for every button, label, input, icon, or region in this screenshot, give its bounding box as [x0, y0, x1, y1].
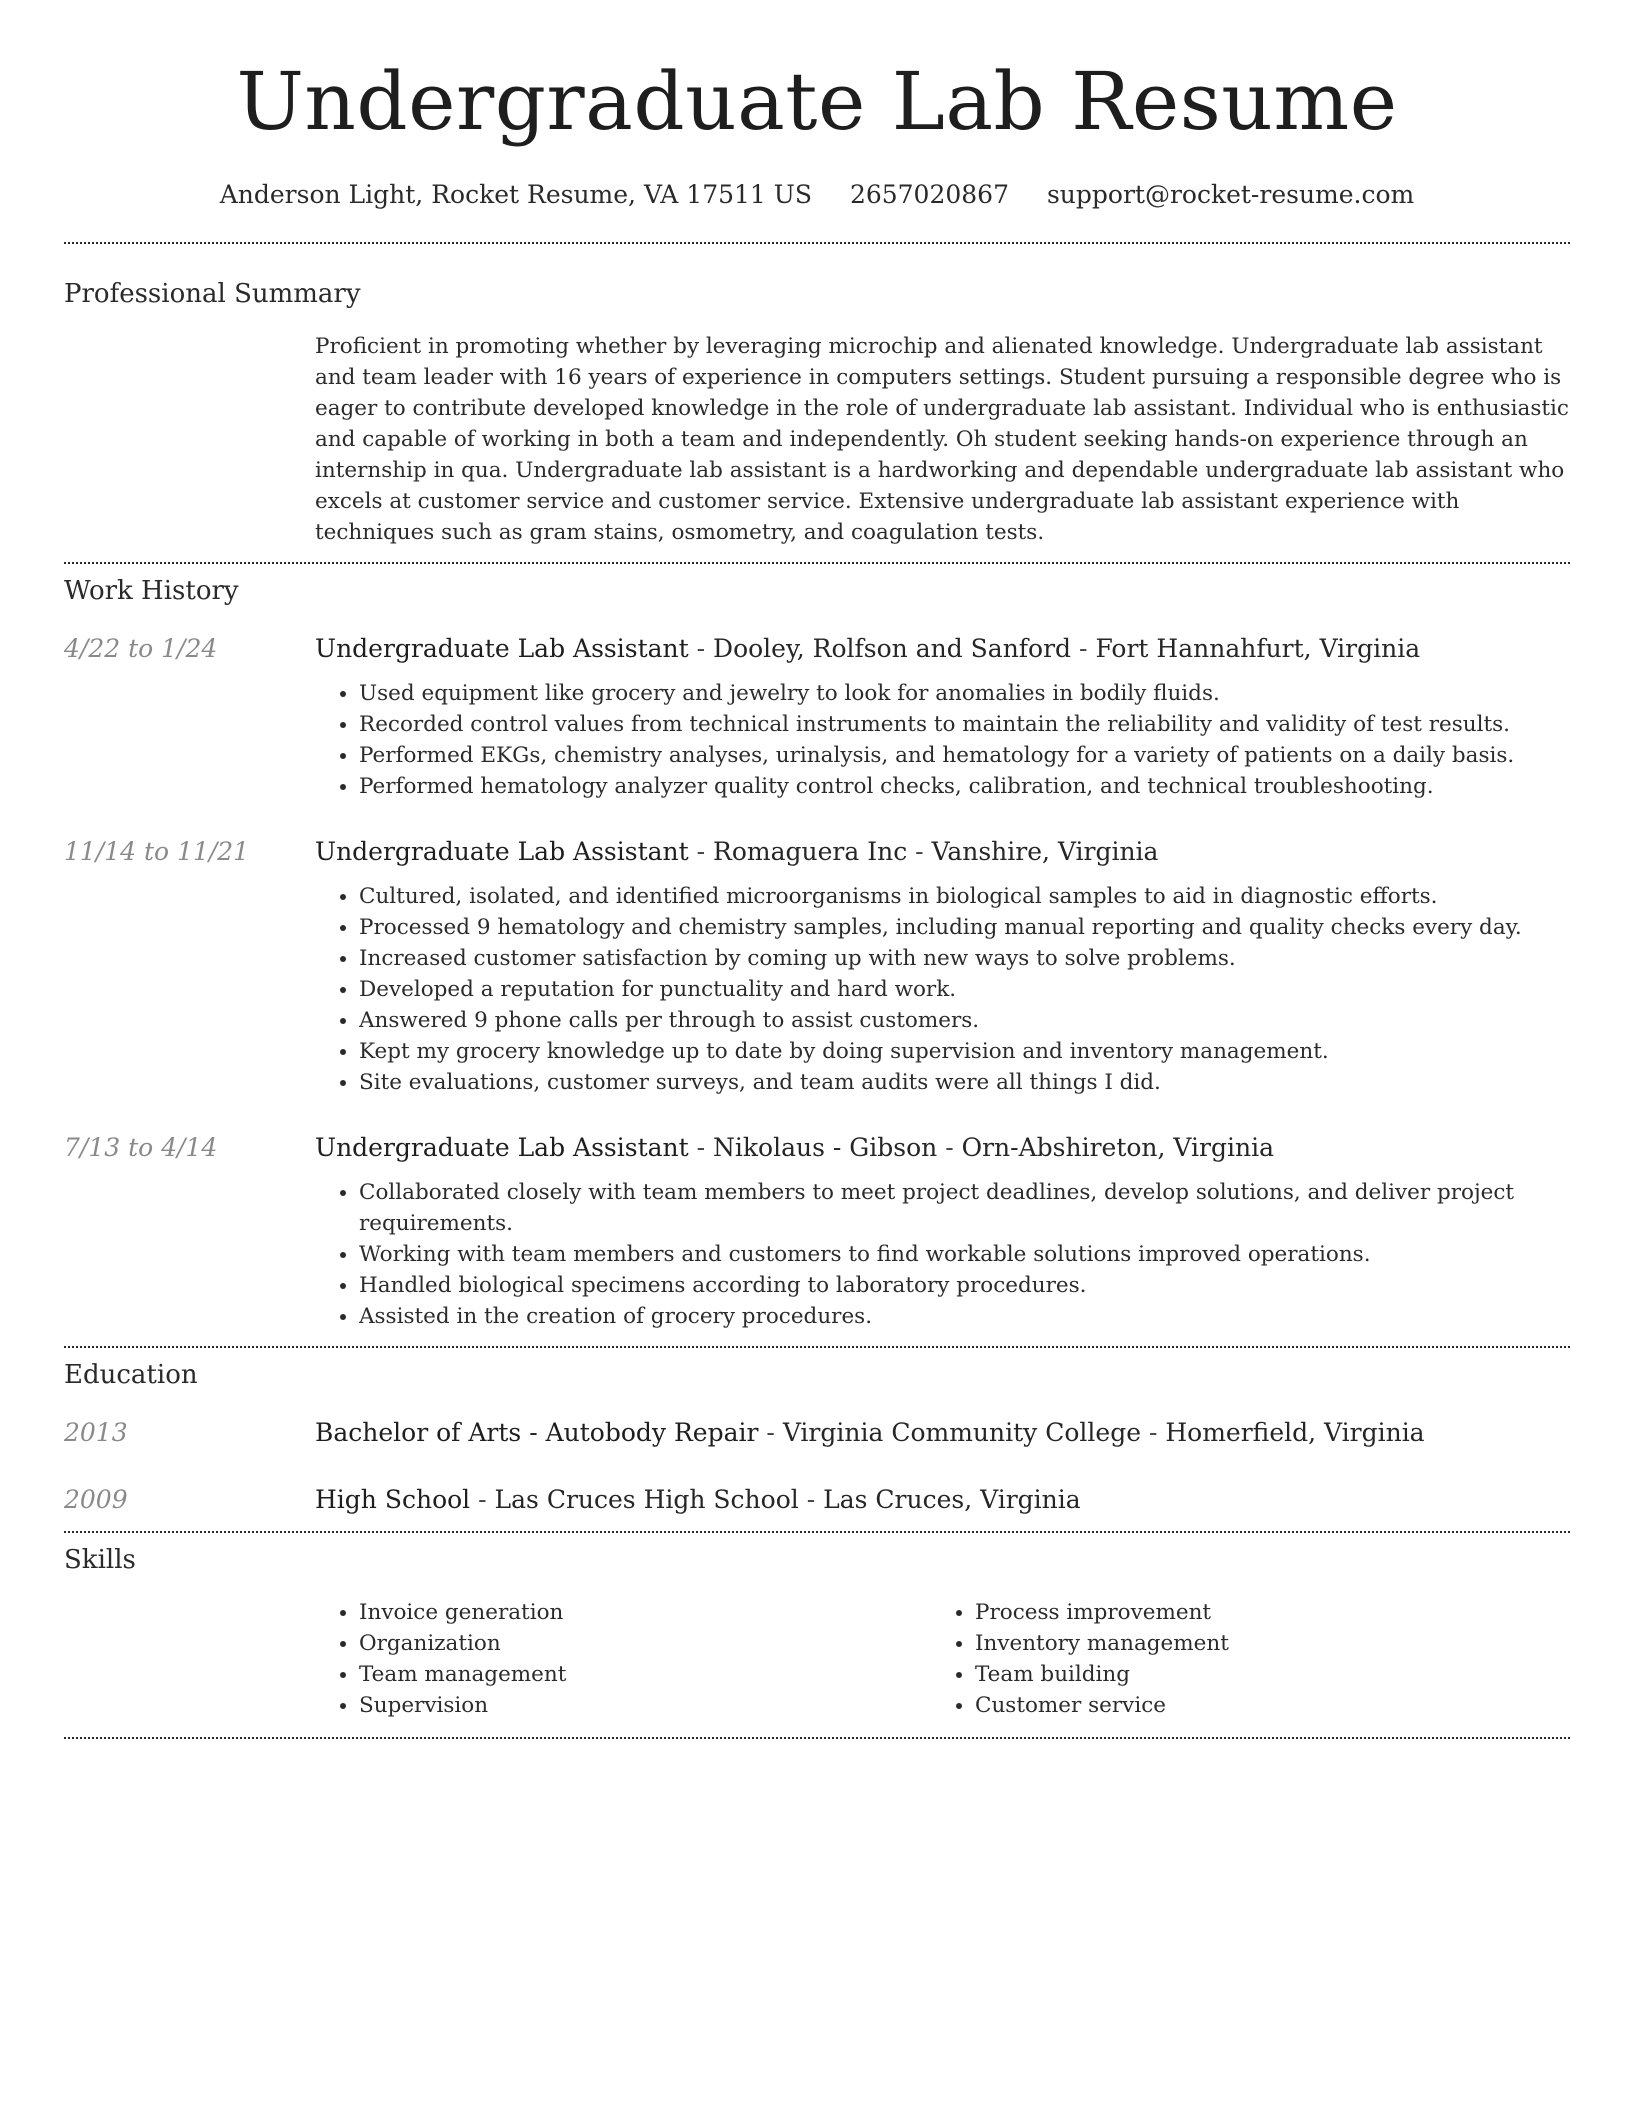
skills-column-left [315, 1597, 931, 1721]
job-bullet: • Processed 9 hematology and chemistry samples, including manual reporting and quality checks every day. [359, 912, 1570, 943]
job-title: Undergraduate Lab Assistant [315, 634, 689, 663]
education-school: Virginia Community College [782, 1418, 1141, 1447]
skills-list-right [931, 1597, 1547, 1721]
education-header: Bachelor of Arts - Autobody Repair - Virginia Community College - Homerfield, Virginia [315, 1418, 1425, 1447]
education-header: High School - Las Cruces High School - Las Cruces, Virginia [315, 1485, 1081, 1514]
education-entry [64, 1483, 1570, 1517]
summary-section [64, 244, 1570, 548]
education-year: 2013 [64, 1418, 128, 1447]
contact-line [64, 178, 1570, 212]
skill-item: • Organization [359, 1628, 931, 1659]
job-location: Fort Hannahfurt, Virginia [1095, 634, 1421, 663]
job-bullet: • Used equipment like grocery and jewelry to look for anomalies in bodily fluids. [359, 678, 1570, 709]
job-bullets [315, 1177, 1570, 1332]
skill-item: • Inventory management [975, 1628, 1547, 1659]
skill-item: • Supervision [359, 1690, 931, 1721]
skill-item: • Team management [359, 1659, 931, 1690]
job-entry [64, 835, 1570, 1098]
job-header: Undergraduate Lab Assistant - Dooley, Rolfson and Sanford - Fort Hannahfurt, Virginia [315, 634, 1421, 663]
education-degree: High School [315, 1485, 471, 1514]
job-bullet: • Increased customer satisfaction by coming up with new ways to solve problems. [359, 943, 1570, 974]
job-bullet: • Kept my grocery knowledge up to date by doing supervision and inventory management. [359, 1036, 1570, 1067]
education-entry [64, 1416, 1570, 1450]
job-entry [64, 632, 1570, 802]
summary-heading: Professional Summary [64, 279, 361, 309]
job-company: Nikolaus - Gibson [713, 1133, 938, 1162]
education-school: Las Cruces High School [494, 1485, 799, 1514]
job-location: Orn-Abshireton, Virginia [961, 1133, 1274, 1162]
job-dates: 11/14 to 11/21 [64, 837, 250, 866]
job-bullets [315, 678, 1570, 802]
job-header: Undergraduate Lab Assistant - Romaguera Inc - Vanshire, Virginia [315, 837, 1159, 866]
job-bullet: • Answered 9 phone calls per through to assist customers. [359, 1005, 1570, 1036]
job-bullet: • Site evaluations, customer surveys, and team audits were all things I did. [359, 1067, 1570, 1098]
skills-divider [64, 1737, 1570, 1739]
job-bullet: • Performed EKGs, chemistry analyses, urinalysis, and hematology for a variety of patients on a daily basis. [359, 740, 1570, 771]
resume-title: Undergraduate Lab Resume [236, 55, 1398, 148]
education-section [64, 1348, 1570, 1517]
skills-column-right [931, 1597, 1547, 1721]
skill-item: • Team building [975, 1659, 1547, 1690]
education-degree: Bachelor of Arts - Autobody Repair [315, 1418, 759, 1447]
job-bullet: • Developed a reputation for punctuality and hard work. [359, 974, 1570, 1005]
resume-header [64, 0, 1570, 212]
resume-page [64, 0, 1570, 1739]
job-bullet: • Handled biological specimens according to laboratory procedures. [359, 1270, 1570, 1301]
education-year: 2009 [64, 1485, 128, 1514]
education-heading: Education [64, 1360, 198, 1390]
contact-email: support@rocket-resume.com [1046, 180, 1415, 209]
skills-list-left [315, 1597, 931, 1721]
job-entry [64, 1131, 1570, 1332]
job-bullet: • Performed hematology analyzer quality control checks, calibration, and technical troubleshooting. [359, 771, 1570, 802]
skill-item: • Process improvement [975, 1597, 1547, 1628]
education-location: Las Cruces, Virginia [823, 1485, 1081, 1514]
job-location: Vanshire, Virginia [931, 837, 1159, 866]
contact-phone: 2657020867 [849, 180, 1009, 209]
job-title: Undergraduate Lab Assistant [315, 1133, 689, 1162]
job-bullet: • Assisted in the creation of grocery procedures. [359, 1301, 1570, 1332]
work-section [64, 564, 1570, 1332]
skills-heading: Skills [64, 1545, 136, 1575]
job-title: Undergraduate Lab Assistant [315, 837, 689, 866]
job-bullet: • Working with team members and customers to find workable solutions improved operations. [359, 1239, 1570, 1270]
job-bullet: • Recorded control values from technical instruments to maintain the reliability and validity of test results. [359, 709, 1570, 740]
job-dates: 4/22 to 1/24 [64, 634, 218, 663]
job-header: Undergraduate Lab Assistant - Nikolaus - Gibson - Orn-Abshireton, Virginia [315, 1133, 1274, 1162]
skill-item: • Invoice generation [359, 1597, 931, 1628]
skill-item: • Customer service [975, 1690, 1547, 1721]
job-company: Dooley, Rolfson and Sanford [713, 634, 1072, 663]
skills-section [64, 1533, 1570, 1721]
work-heading: Work History [64, 576, 239, 606]
job-bullets [315, 881, 1570, 1098]
education-location: Homerfield, Virginia [1165, 1418, 1425, 1447]
job-company: Romaguera Inc [713, 837, 908, 866]
summary-text: Proficient in promoting whether by leveraging microchip and alienated knowledge. Undergraduate lab assistant and team leader with 16 years of experience in computers settings. Student pursuing a responsible degree who is eager to contribute developed knowledge in the role of undergraduate lab assistant. Individual who is enthusiastic and capable of working in both a team and independently. Oh student seeking hands-on experience through an internship in qua. Undergraduate lab assistant is a hardworking and dependable undergraduate lab assistant who excels at customer service and customer service. Extensive undergraduate lab assistant experience with techniques such as gram stains, osmometry, and coagulation tests. [315, 334, 1569, 545]
job-dates: 7/13 to 4/14 [64, 1133, 218, 1162]
contact-address: Anderson Light, Rocket Resume, VA 17511 US [219, 180, 812, 209]
job-bullet: • Cultured, isolated, and identified microorganisms in biological samples to aid in diagnostic efforts. [359, 881, 1570, 912]
job-bullet: • Collaborated closely with team members to meet project deadlines, develop solutions, and deliver project requirements. [359, 1177, 1570, 1239]
